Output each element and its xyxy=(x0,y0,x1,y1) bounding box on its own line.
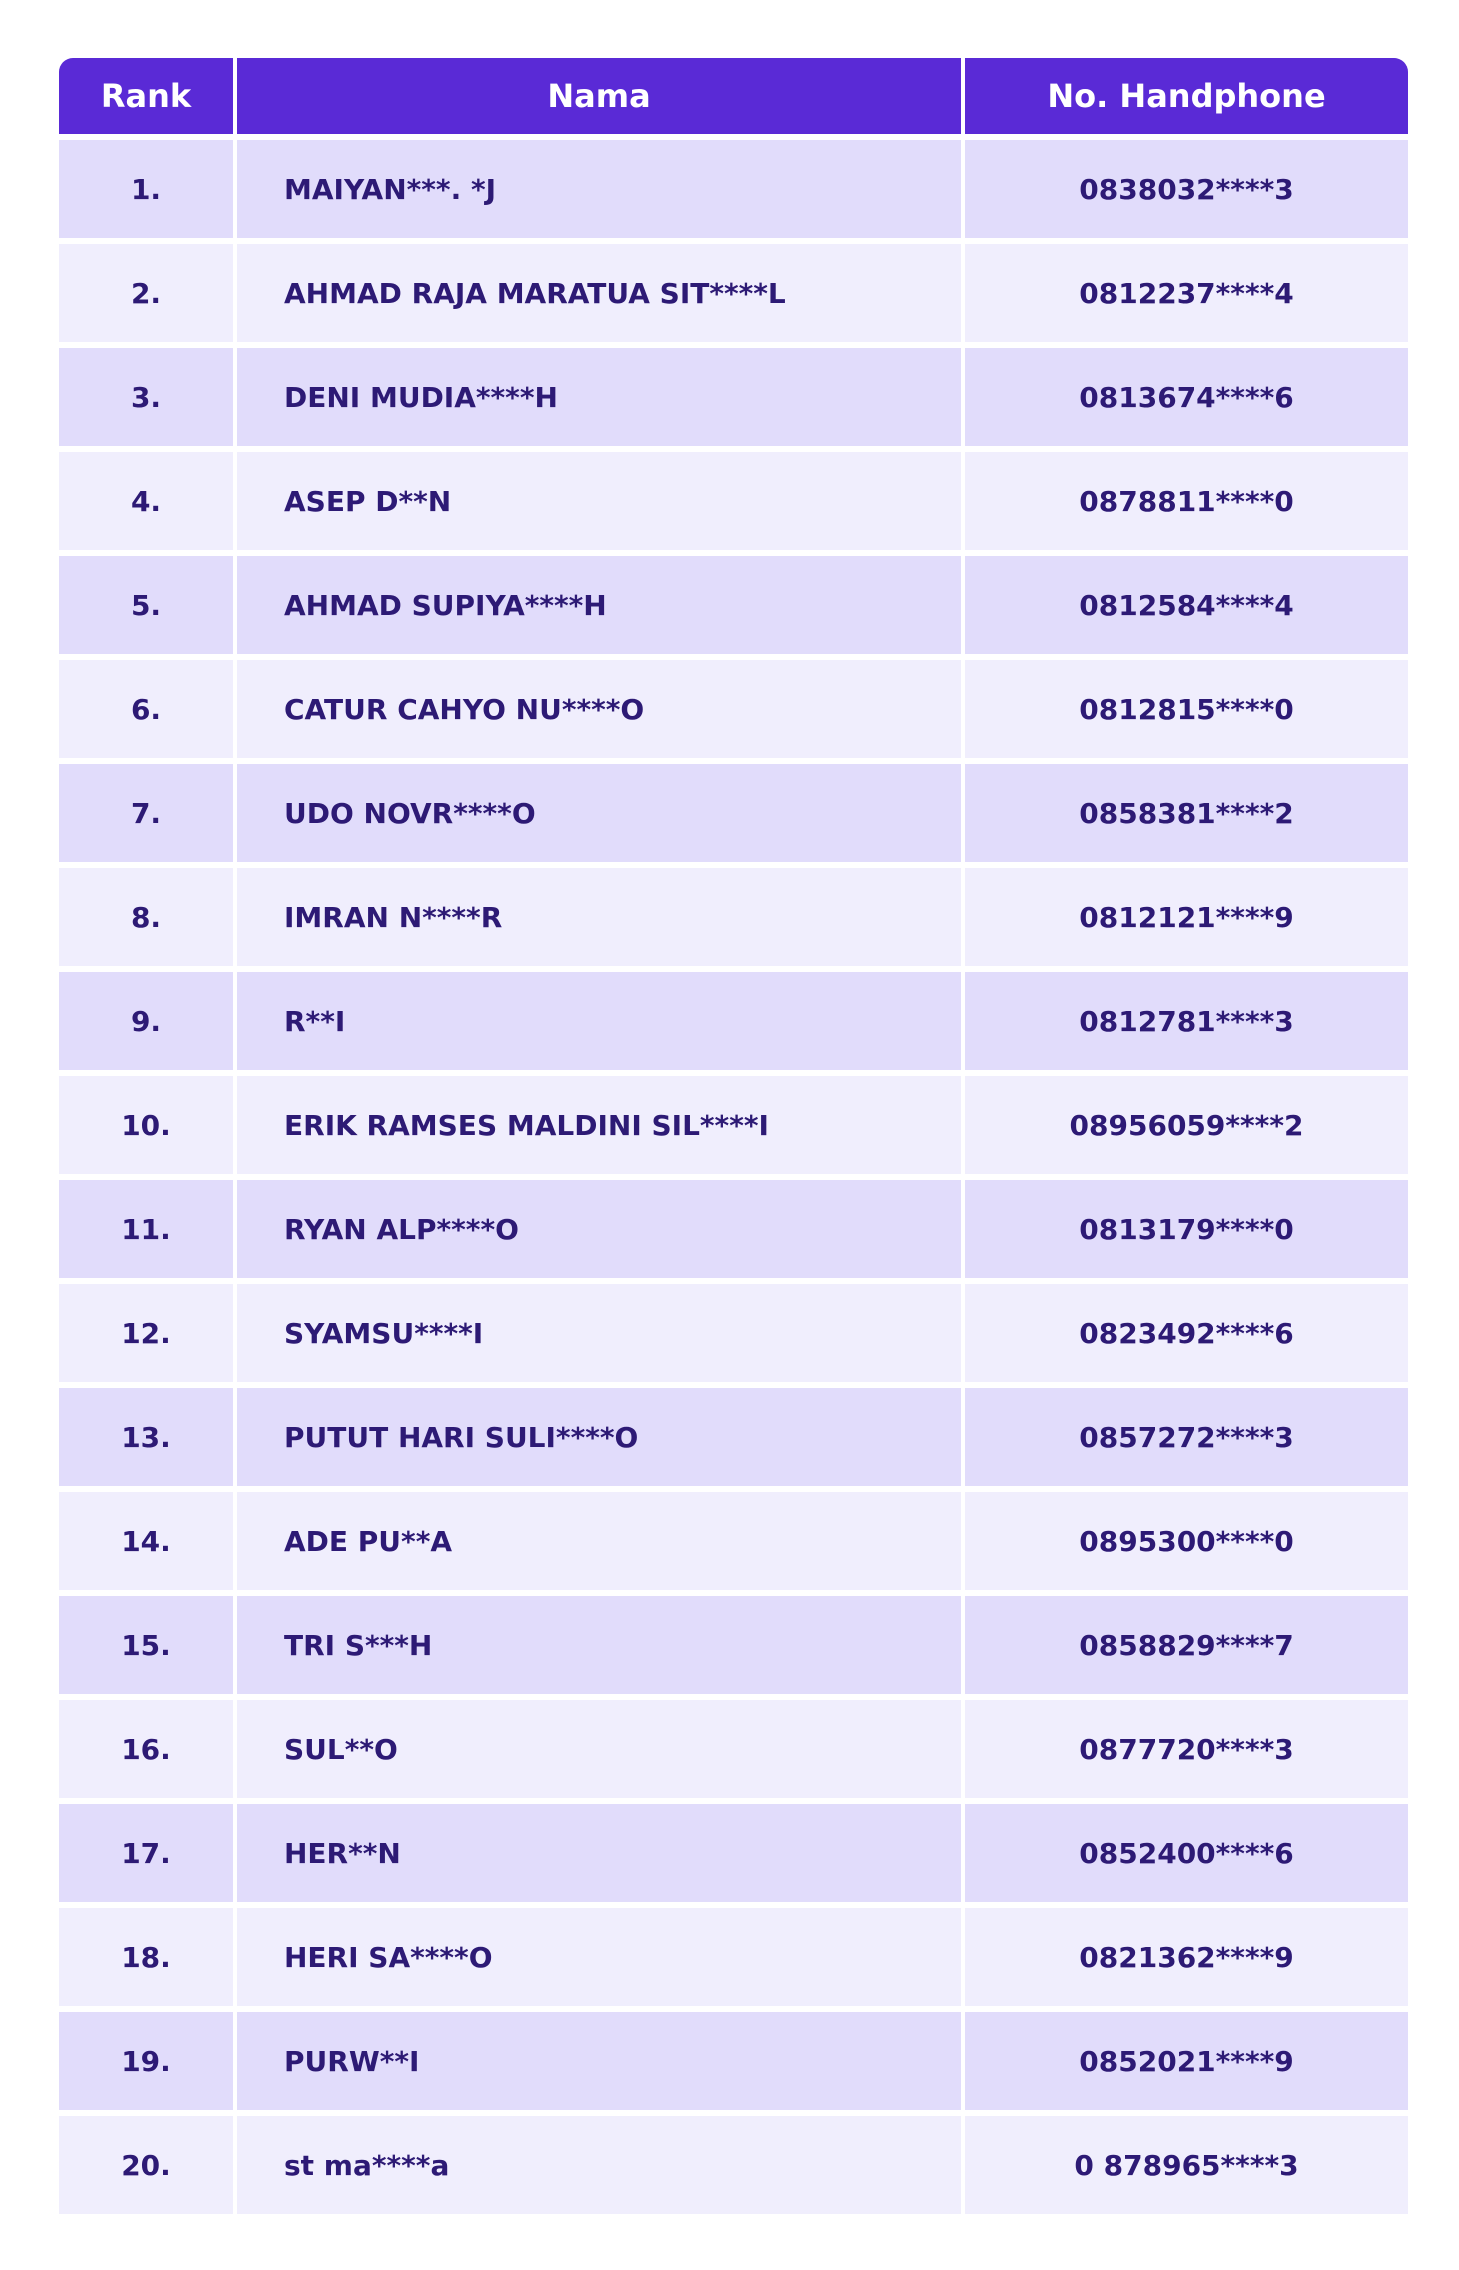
name-cell: MAIYAN***. *J xyxy=(237,140,961,238)
name-cell: SUL**O xyxy=(237,1700,961,1798)
name-cell: CATUR CAHYO NU****O xyxy=(237,660,961,758)
rank-cell: 15. xyxy=(59,1596,233,1694)
phone-cell: 0821362****9 xyxy=(965,1908,1408,2006)
rank-cell: 1. xyxy=(59,140,233,238)
name-cell: UDO NOVR****O xyxy=(237,764,961,862)
phone-cell: 0812237****4 xyxy=(965,244,1408,342)
rank-cell: 9. xyxy=(59,972,233,1070)
phone-cell: 0895300****0 xyxy=(965,1492,1408,1590)
phone-cell: 0852021****9 xyxy=(965,2012,1408,2110)
phone-cell: 0813674****6 xyxy=(965,348,1408,446)
rank-cell: 20. xyxy=(59,2116,233,2214)
phone-cell: 0877720****3 xyxy=(965,1700,1408,1798)
header-rank: Rank xyxy=(59,58,233,134)
rank-cell: 16. xyxy=(59,1700,233,1798)
phone-cell: 0857272****3 xyxy=(965,1388,1408,1486)
phone-cell: 0812781****3 xyxy=(965,972,1408,1070)
header-phone: No. Handphone xyxy=(965,58,1408,134)
phone-cell: 0813179****0 xyxy=(965,1180,1408,1278)
name-cell: AHMAD SUPIYA****H xyxy=(237,556,961,654)
name-cell: IMRAN N****R xyxy=(237,868,961,966)
name-cell: HERI SA****O xyxy=(237,1908,961,2006)
rank-cell: 18. xyxy=(59,1908,233,2006)
name-cell: PUTUT HARI SULI****O xyxy=(237,1388,961,1486)
name-cell: R**I xyxy=(237,972,961,1070)
phone-cell: 0812584****4 xyxy=(965,556,1408,654)
name-cell: SYAMSU****I xyxy=(237,1284,961,1382)
rank-cell: 6. xyxy=(59,660,233,758)
name-cell: st ma****a xyxy=(237,2116,961,2214)
phone-cell: 0823492****6 xyxy=(965,1284,1408,1382)
rank-cell: 13. xyxy=(59,1388,233,1486)
name-cell: AHMAD RAJA MARATUA SIT****L xyxy=(237,244,961,342)
rank-cell: 2. xyxy=(59,244,233,342)
rank-cell: 14. xyxy=(59,1492,233,1590)
rank-cell: 11. xyxy=(59,1180,233,1278)
phone-cell: 0838032****3 xyxy=(965,140,1408,238)
name-cell: PURW**I xyxy=(237,2012,961,2110)
name-cell: ADE PU**A xyxy=(237,1492,961,1590)
phone-cell: 08956059****2 xyxy=(965,1076,1408,1174)
winners-table xyxy=(59,58,1408,2214)
name-cell: DENI MUDIA****H xyxy=(237,348,961,446)
name-cell: RYAN ALP****O xyxy=(237,1180,961,1278)
phone-cell: 0852400****6 xyxy=(965,1804,1408,1902)
rank-cell: 4. xyxy=(59,452,233,550)
phone-cell: 0812815****0 xyxy=(965,660,1408,758)
rank-cell: 3. xyxy=(59,348,233,446)
rank-cell: 12. xyxy=(59,1284,233,1382)
rank-cell: 10. xyxy=(59,1076,233,1174)
phone-cell: 0 878965****3 xyxy=(965,2116,1408,2214)
phone-cell: 0858829****7 xyxy=(965,1596,1408,1694)
name-cell: ERIK RAMSES MALDINI SIL****I xyxy=(237,1076,961,1174)
name-cell: ASEP D**N xyxy=(237,452,961,550)
phone-cell: 0812121****9 xyxy=(965,868,1408,966)
name-cell: TRI S***H xyxy=(237,1596,961,1694)
rank-cell: 8. xyxy=(59,868,233,966)
rank-cell: 7. xyxy=(59,764,233,862)
name-cell: HER**N xyxy=(237,1804,961,1902)
phone-cell: 0858381****2 xyxy=(965,764,1408,862)
rank-cell: 5. xyxy=(59,556,233,654)
rank-cell: 19. xyxy=(59,2012,233,2110)
header-name: Nama xyxy=(237,58,961,134)
rank-cell: 17. xyxy=(59,1804,233,1902)
phone-cell: 0878811****0 xyxy=(965,452,1408,550)
